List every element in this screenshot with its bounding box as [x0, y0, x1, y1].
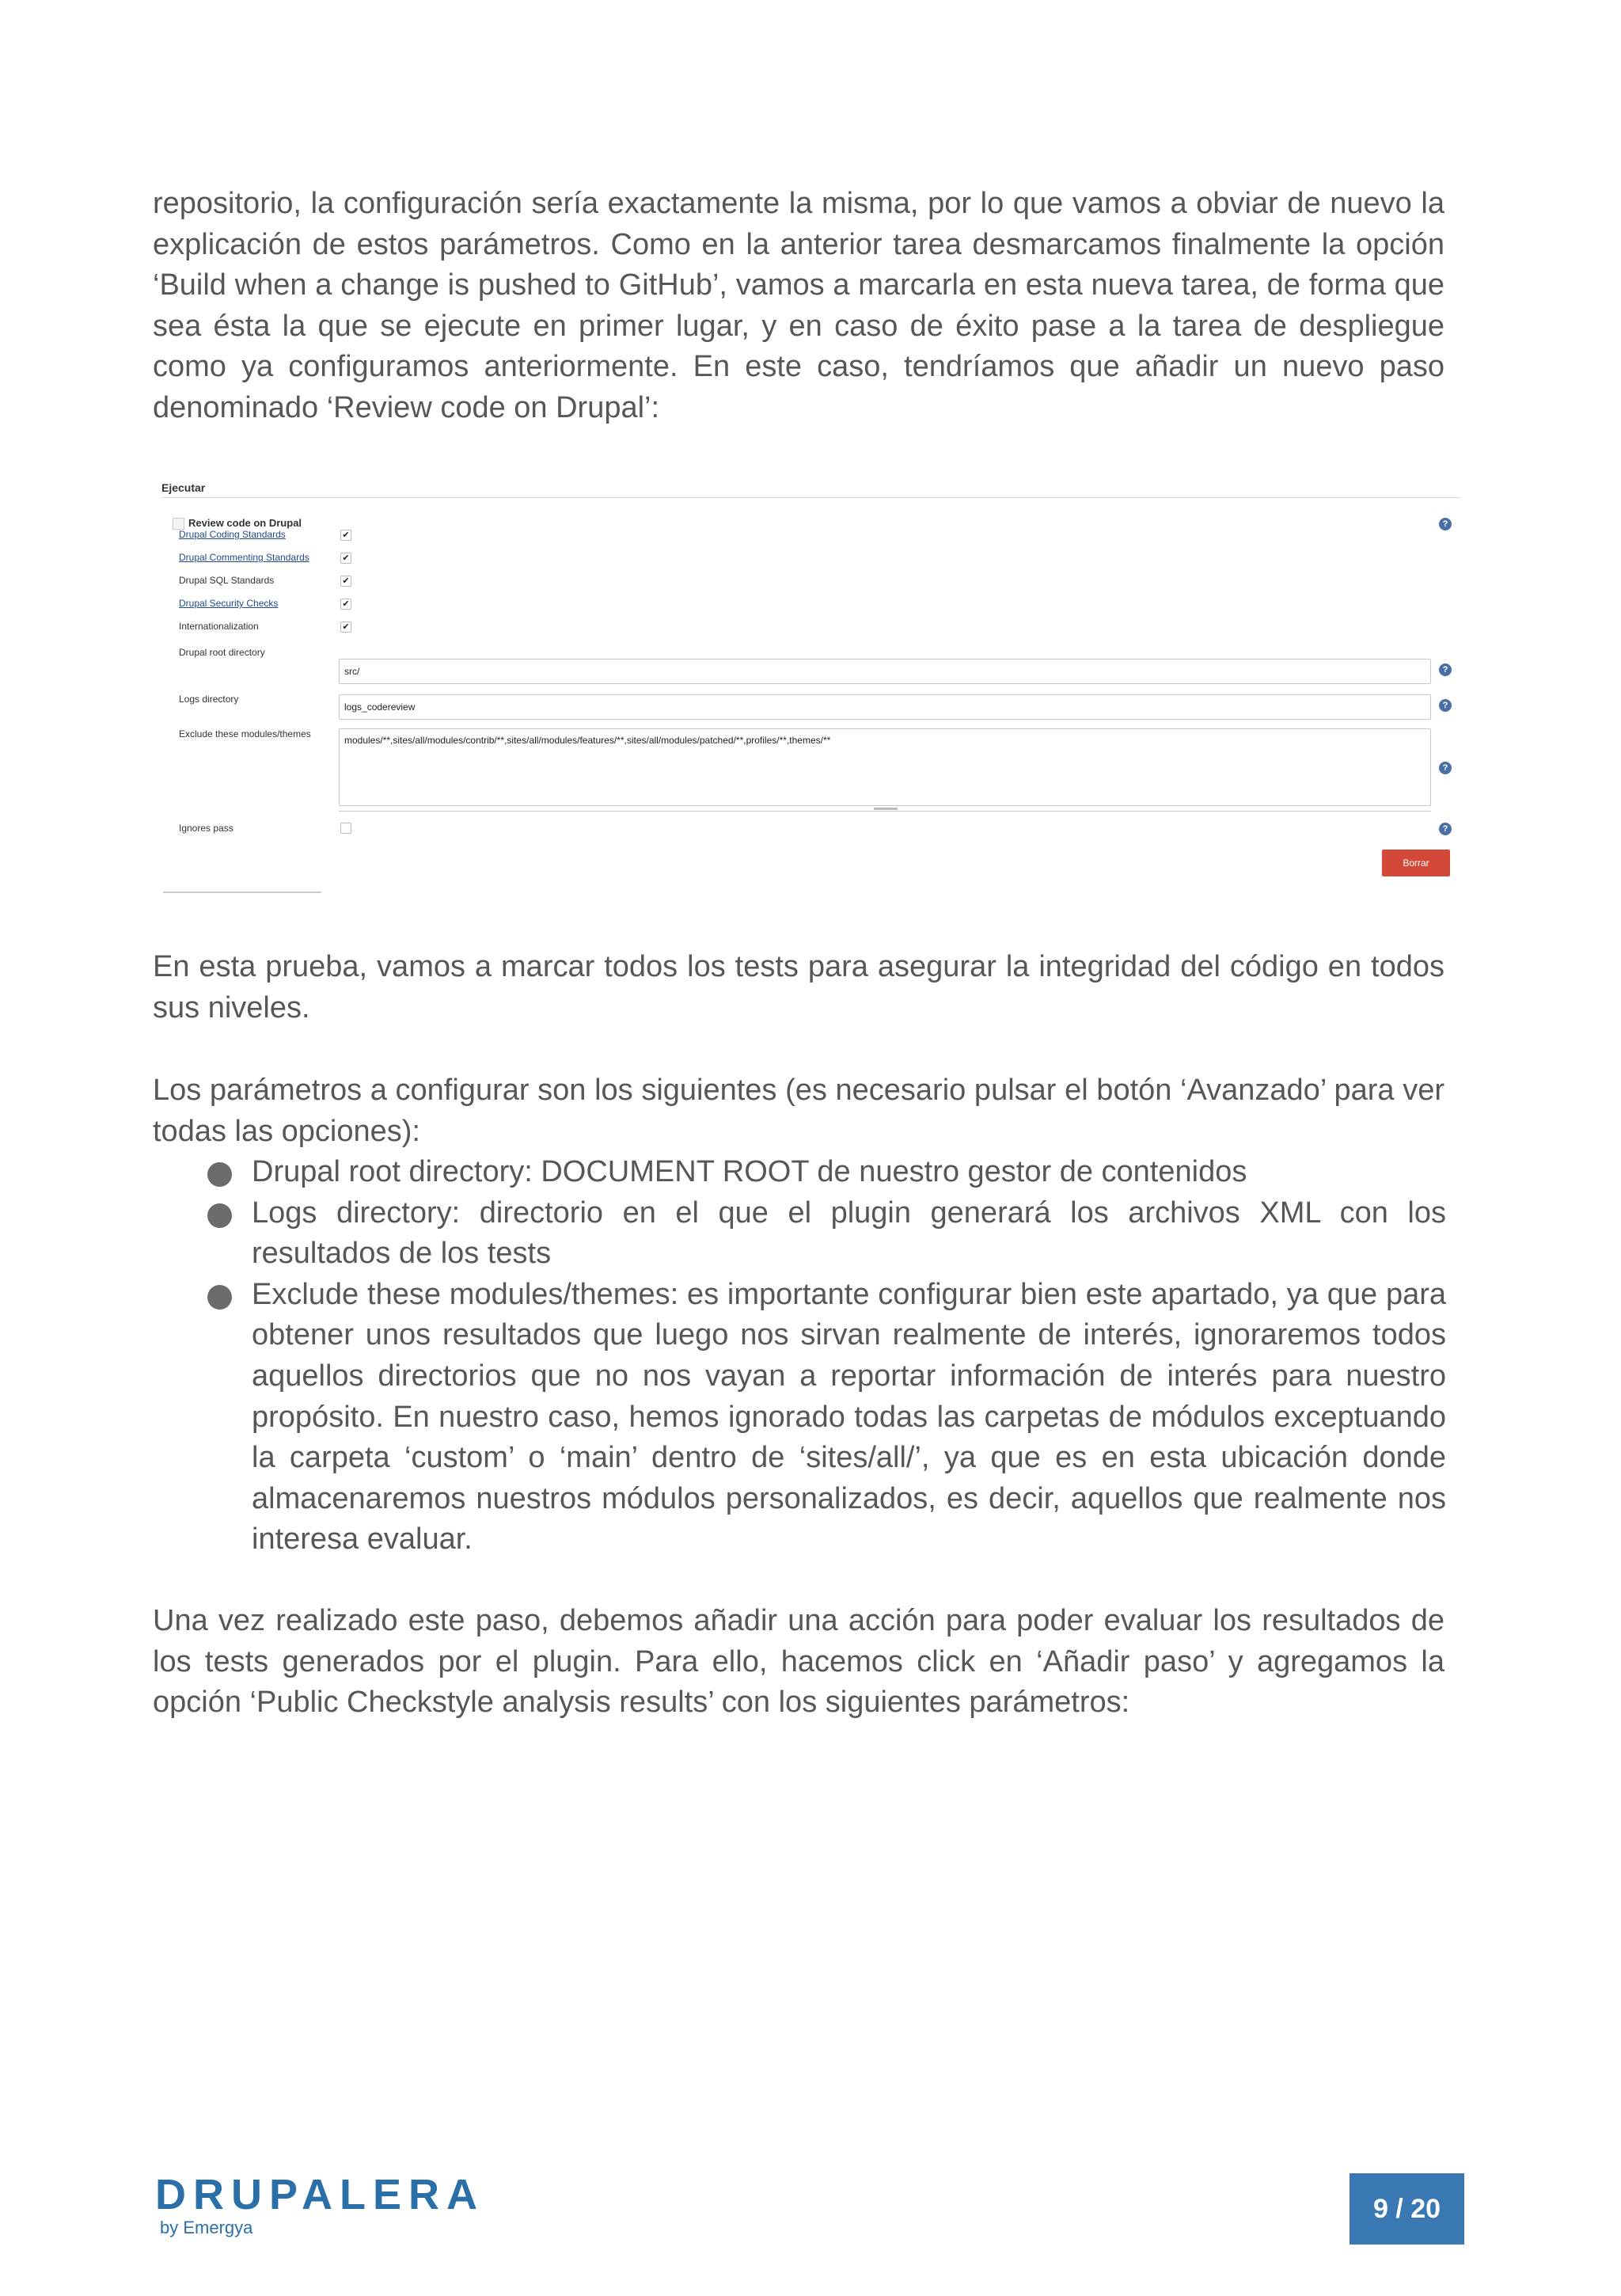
standard-label-security[interactable]: Drupal Security Checks	[179, 598, 279, 609]
step-collapse-checkbox[interactable]	[173, 518, 184, 530]
page-number: 9 / 20	[1350, 2173, 1464, 2245]
logs-dir-input[interactable]: logs_codereview	[339, 694, 1431, 720]
step-bottom-divider	[163, 891, 321, 893]
help-icon[interactable]: ?	[1439, 699, 1452, 712]
intro-paragraph: repositorio, la configuración sería exactamente la misma, por lo que vamos a obviar de nuevo la explicación de estos parámetros. Como en la anterior tarea desmarcamos finalmente la opción ‘Build when a change is pushed to GitHub’, vamos a marcarla en esta nueva tarea, de forma que sea ésta la que se ejecute en primer lugar, y en caso de éxito pase a la tarea de despliegue como ya configuramos anteriormente. En este caso, tendríamos que añadir un nuevo paso denominado ‘Review code on Drupal’:	[153, 187, 1444, 424]
root-dir-input[interactable]: src/	[339, 659, 1431, 684]
logo-text: DRUPALERA	[155, 2171, 484, 2218]
standard-label-sql: Drupal SQL Standards	[179, 575, 275, 586]
exclude-textarea[interactable]: modules/**,sites/all/modules/contrib/**,sites/all/modules/features/**,sites/all/modules/patched/**,profiles/**,themes/**	[339, 728, 1431, 806]
step-title: Review code on Drupal	[188, 517, 302, 529]
help-icon[interactable]: ?	[1439, 762, 1452, 774]
closing-paragraph: Una vez realizado este paso, debemos añadir una acción para poder evaluar los resultados de los tests generados por el plugin. Para ello, hacemos click en ‘Añadir paso’ y agregamos la opción ‘Public Checkstyle analysis results’ con los siguientes parámetros:	[153, 1604, 1444, 1720]
list-item	[207, 1193, 1446, 1275]
standard-checkbox-security[interactable]: ✔	[340, 599, 351, 610]
tests-paragraph: En esta prueba, vamos a marcar todos los tests para asegurar la integridad del código en todos sus niveles.	[153, 950, 1444, 1024]
help-icon[interactable]: ?	[1439, 823, 1452, 835]
textarea-divider	[339, 811, 1431, 812]
bullet-icon	[207, 1162, 232, 1187]
standard-label-coding[interactable]: Drupal Coding Standards	[179, 529, 286, 540]
params-intro-paragraph: Los parámetros a configurar son los siguientes (es necesario pulsar el botón ‘Avanzado’ para ver todas las opciones):	[153, 1074, 1444, 1148]
delete-button[interactable]: Borrar	[1382, 850, 1450, 876]
help-icon[interactable]: ?	[1439, 663, 1452, 676]
list-item-text: Exclude these modules/themes: es importante configurar bien este apartado, ya que para obtener unos resultados que luego nos sirvan realmente de interés, ignoraremos todos aquellos directorios que no nos vayan a reportar información de interés para nuestro propósito. En nuestro caso, hemos ignorado todas las carpetas de módulos exceptuando la carpeta ‘custom’ o ‘main’ dentro de ‘sites/all/’, ya que es en esta ubicación donde almacenaremos nuestros módulos personalizados, es decir, aquellos que realmente nos interesa evaluar.	[252, 1277, 1446, 1557]
help-icon[interactable]: ?	[1439, 518, 1452, 530]
params-list	[207, 1152, 1446, 1560]
logs-dir-label: Logs directory	[179, 694, 239, 705]
list-item-text: Drupal root directory: DOCUMENT ROOT de nuestro gestor de contenidos	[252, 1155, 1247, 1188]
section-divider	[161, 497, 1461, 498]
exclude-label: Exclude these modules/themes	[179, 728, 311, 739]
standard-checkbox-sql[interactable]: ✔	[340, 576, 351, 587]
ignores-pass-label: Ignores pass	[179, 823, 233, 834]
drupalera-logo	[155, 2173, 484, 2238]
bullet-icon	[207, 1203, 232, 1228]
bullet-icon	[207, 1285, 232, 1310]
root-dir-label: Drupal root directory	[179, 647, 265, 658]
section-title: Ejecutar	[161, 481, 206, 494]
standard-checkbox-coding[interactable]: ✔	[340, 530, 351, 541]
standard-label-commenting[interactable]: Drupal Commenting Standards	[179, 552, 309, 563]
list-item	[207, 1275, 1446, 1560]
standard-label-i18n: Internationalization	[179, 621, 259, 632]
textarea-resize-handle[interactable]	[874, 808, 898, 810]
standard-checkbox-i18n[interactable]: ✔	[340, 622, 351, 633]
list-item-text: Logs directory: directorio en el que el plugin generará los archivos XML con los resultados de los tests	[252, 1196, 1446, 1271]
list-item	[207, 1152, 1446, 1193]
logo-subtitle: by Emergya	[160, 2218, 253, 2237]
standard-checkbox-commenting[interactable]: ✔	[340, 553, 351, 564]
ignores-pass-checkbox[interactable]	[340, 823, 351, 834]
jenkins-config-screenshot	[161, 473, 1461, 901]
